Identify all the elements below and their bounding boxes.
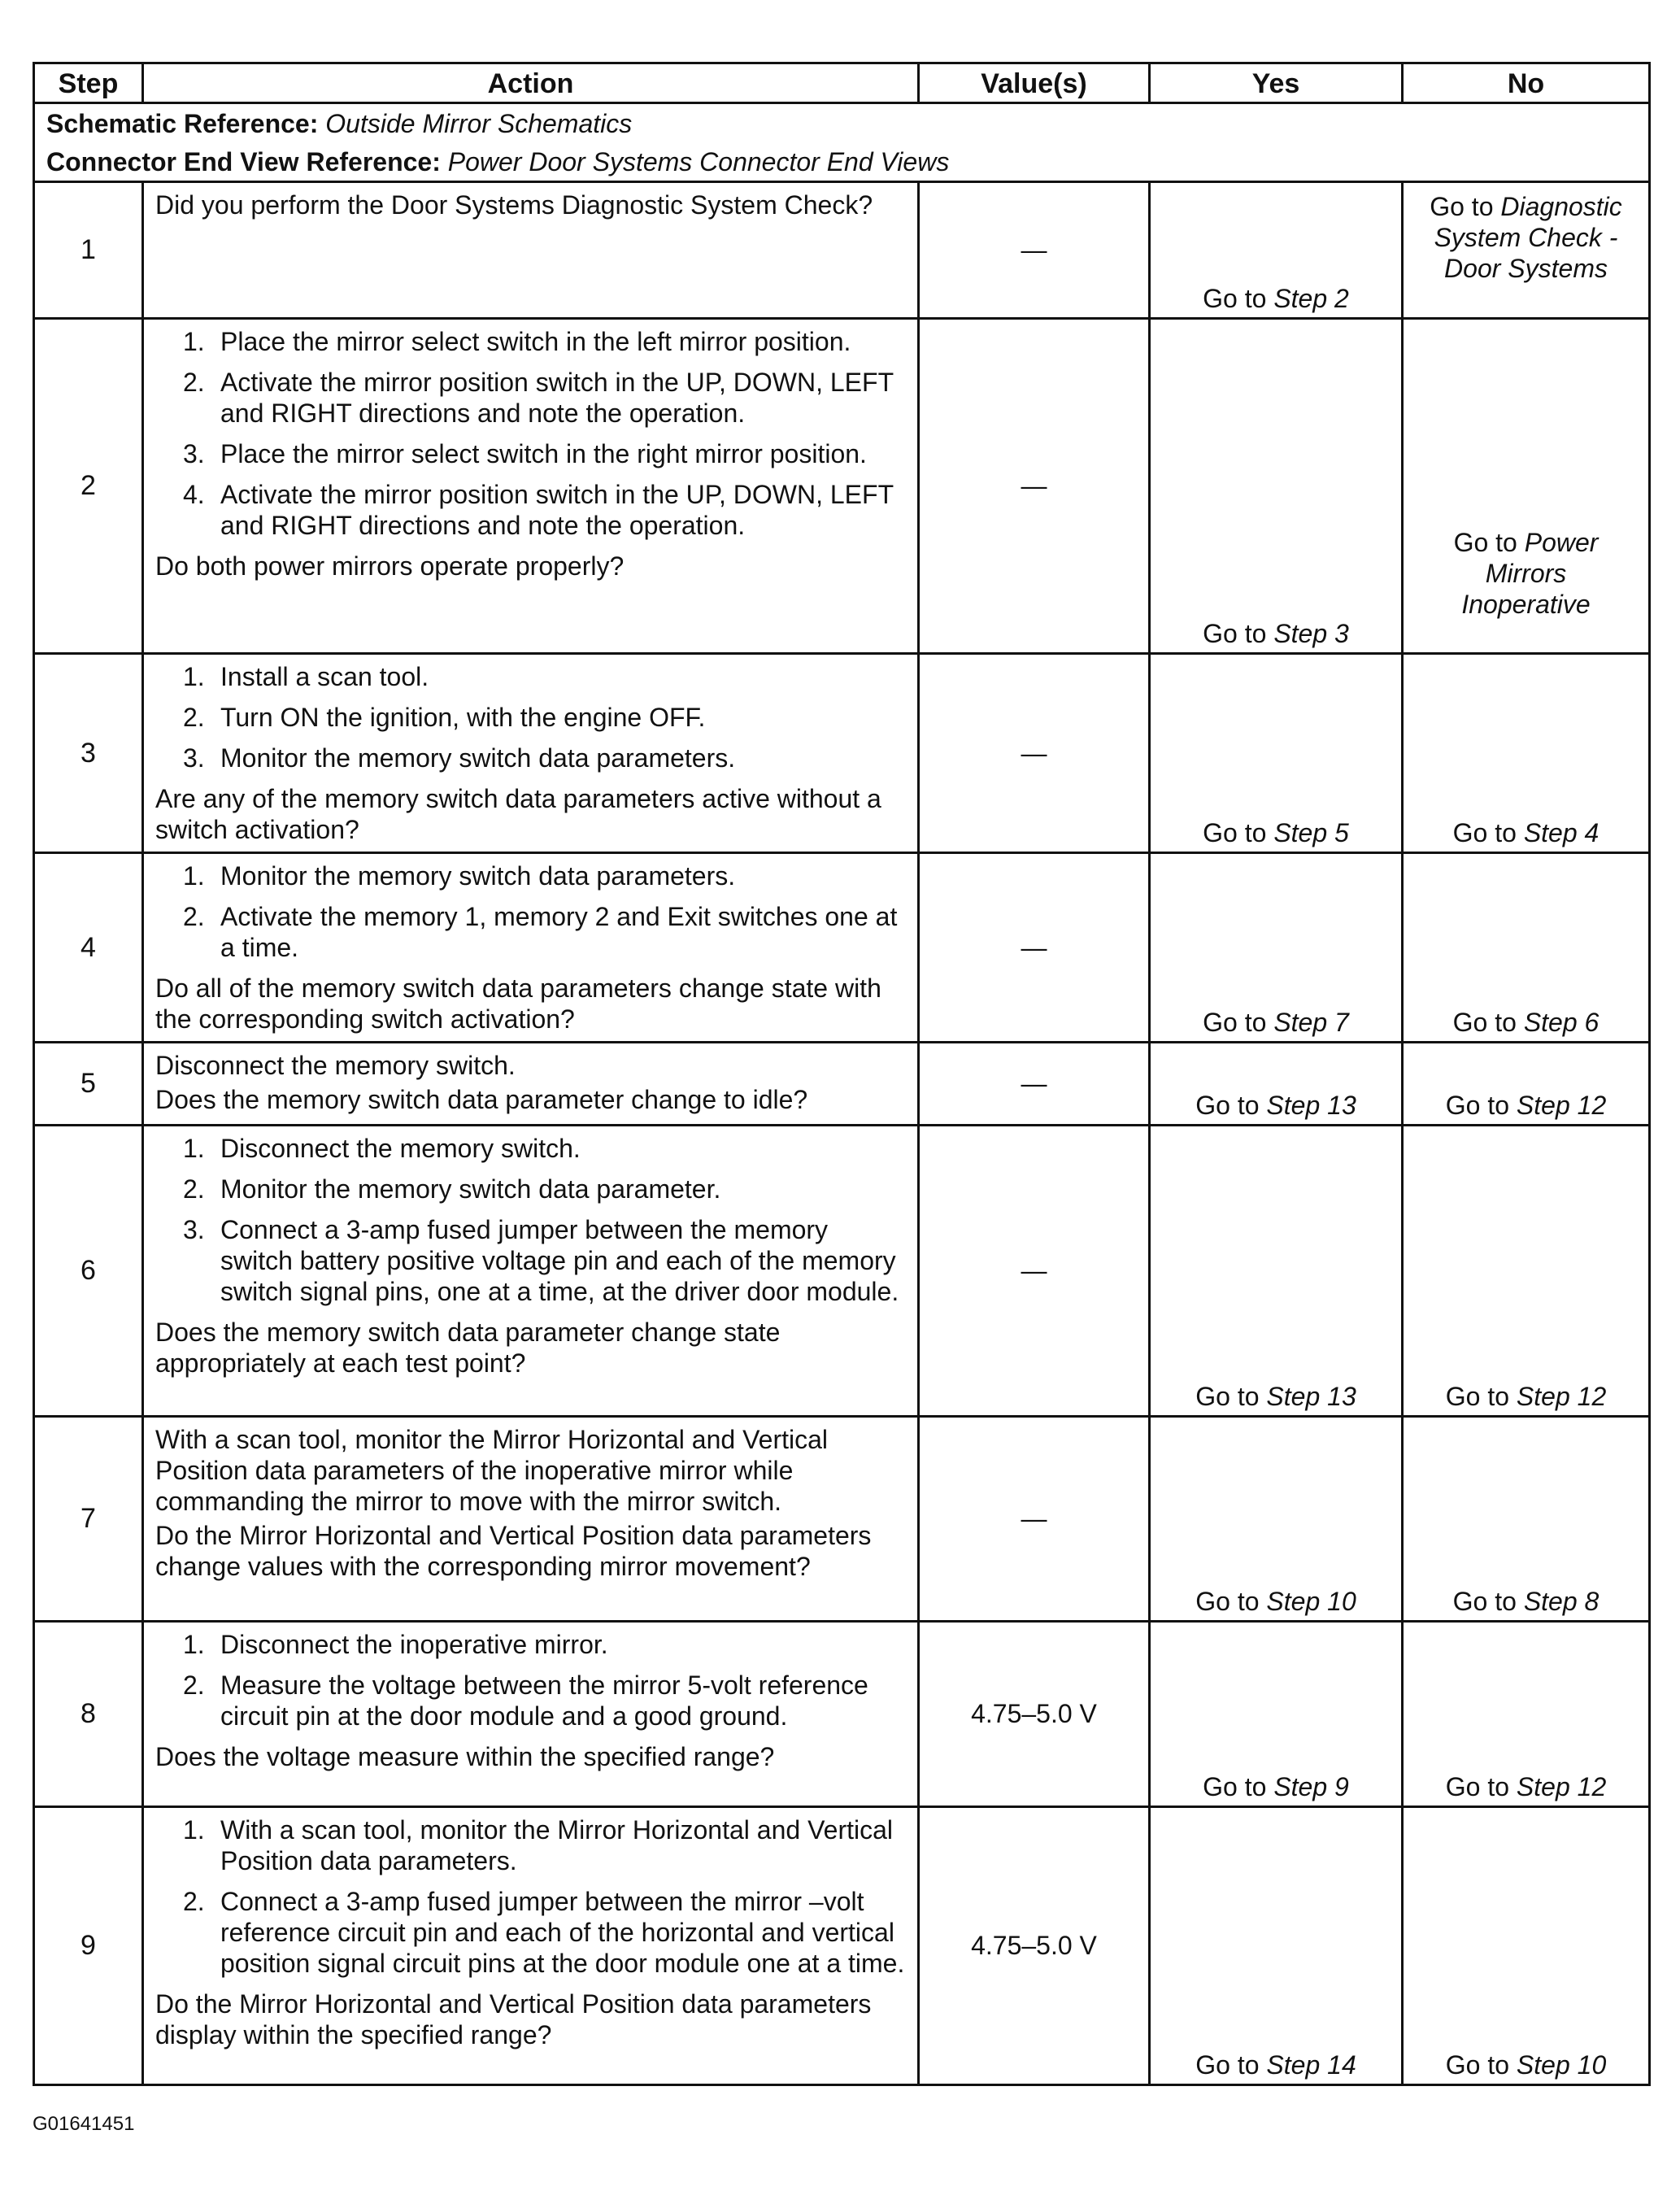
table-row	[34, 319, 1650, 654]
action-question: Does the voltage measure within the specified range?	[155, 1742, 775, 1771]
header-values: Value(s)	[919, 63, 1150, 103]
list-item-text: Connect a 3-amp fused jumper between the memory switch battery positive voltage pin and each of the memory switch signal pins, one at a time, at the driver door module.	[220, 1215, 899, 1306]
header-step: Step	[34, 63, 143, 103]
step-action	[143, 1622, 919, 1807]
action-list	[155, 661, 906, 773]
step-number: 9	[34, 1807, 143, 2085]
no-link[interactable]	[1404, 527, 1648, 620]
action-question: Are any of the memory switch data parameters active without a switch activation?	[155, 784, 881, 844]
step-value: —	[919, 654, 1150, 853]
list-item-number: 1.	[183, 1630, 205, 1659]
list-item-text: Activate the mirror position switch in the UP, DOWN, LEFT and RIGHT directions and note the operation.	[220, 480, 894, 540]
no-prefix: Go to	[1445, 1772, 1510, 1801]
action-list-item	[155, 367, 906, 429]
no-link[interactable]	[1404, 183, 1648, 284]
list-item-number: 1.	[183, 861, 205, 891]
action-question: Do the Mirror Horizontal and Vertical Position data parameters display within the specified range?	[155, 1989, 872, 2049]
step-value: 4.75–5.0 V	[919, 1807, 1150, 2085]
step-yes	[1150, 1807, 1403, 2085]
step-yes	[1150, 182, 1403, 319]
step-yes	[1150, 319, 1403, 654]
yes-prefix: Go to	[1195, 1091, 1260, 1120]
step-no	[1403, 853, 1650, 1043]
yes-link[interactable]	[1151, 1771, 1401, 1802]
step-no	[1403, 1417, 1650, 1622]
step-value: —	[919, 1417, 1150, 1622]
header-yes: Yes	[1150, 63, 1403, 103]
list-item-number: 4.	[183, 480, 205, 509]
list-item-number: 3.	[183, 1215, 205, 1244]
step-number: 7	[34, 1417, 143, 1622]
no-prefix: Go to	[1445, 1091, 1510, 1120]
yes-link[interactable]	[1151, 1090, 1401, 1121]
no-target: Step 12	[1516, 1772, 1607, 1801]
action-list	[155, 860, 906, 963]
connector-reference-label: Connector End View Reference:	[46, 147, 441, 176]
step-action	[143, 1807, 919, 2085]
yes-link[interactable]	[1151, 618, 1401, 649]
step-number: 1	[34, 182, 143, 319]
table-row	[34, 1807, 1650, 2085]
table-row	[34, 182, 1650, 319]
step-value: —	[919, 319, 1150, 654]
no-target: Step 4	[1523, 818, 1599, 847]
no-link[interactable]	[1404, 1771, 1648, 1802]
yes-prefix: Go to	[1195, 1382, 1260, 1411]
list-item-number: 1.	[183, 1134, 205, 1163]
no-target: Diagnostic System Check - Door Systems	[1434, 192, 1622, 283]
list-item-number: 2.	[183, 902, 205, 931]
action-list	[155, 326, 906, 541]
no-target: Step 10	[1516, 2050, 1607, 2080]
list-item-number: 2.	[183, 1887, 205, 1916]
step-action	[143, 182, 919, 319]
list-item-number: 1.	[183, 662, 205, 691]
action-text: Disconnect the memory switch.	[155, 1051, 516, 1080]
list-item-text: Disconnect the memory switch.	[220, 1134, 581, 1163]
yes-link[interactable]	[1151, 2049, 1401, 2080]
no-link[interactable]	[1404, 1586, 1648, 1617]
yes-prefix: Go to	[1195, 1587, 1260, 1616]
yes-target: Step 3	[1273, 619, 1349, 648]
action-list	[155, 1629, 906, 1731]
yes-target: Step 2	[1273, 284, 1349, 313]
action-text: With a scan tool, monitor the Mirror Horizontal and Vertical Position data parameters of the inoperative mirror while commanding the mirror to move with the mirror switch.	[155, 1425, 828, 1516]
schematic-reference-value: Outside Mirror Schematics	[325, 109, 633, 138]
step-action	[143, 853, 919, 1043]
list-item-number: 2.	[183, 703, 205, 732]
action-list	[155, 1133, 906, 1307]
no-link[interactable]	[1404, 1090, 1648, 1121]
step-yes	[1150, 1417, 1403, 1622]
list-item-text: Place the mirror select switch in the right mirror position.	[220, 439, 867, 468]
step-yes	[1150, 1126, 1403, 1417]
yes-target: Step 9	[1273, 1772, 1349, 1801]
action-list-item	[155, 1670, 906, 1731]
schematic-reference-row	[34, 103, 1650, 143]
yes-link[interactable]	[1151, 283, 1401, 314]
step-value: —	[919, 1126, 1150, 1417]
list-item-number: 2.	[183, 1174, 205, 1204]
connector-reference-value: Power Door Systems Connector End Views	[447, 147, 950, 176]
step-yes	[1150, 654, 1403, 853]
no-prefix: Go to	[1453, 528, 1517, 557]
no-target: Step 6	[1523, 1008, 1599, 1037]
action-question: Does the memory switch data parameter change to idle?	[155, 1085, 808, 1114]
step-value: —	[919, 182, 1150, 319]
list-item-text: Place the mirror select switch in the left mirror position.	[220, 327, 851, 356]
table-row	[34, 1417, 1650, 1622]
table-row	[34, 1043, 1650, 1126]
action-list-item	[155, 1629, 906, 1660]
no-prefix: Go to	[1445, 2050, 1510, 2080]
no-prefix: Go to	[1430, 192, 1494, 221]
action-question: Do the Mirror Horizontal and Vertical Position data parameters change values with the corresponding mirror movement?	[155, 1521, 872, 1581]
action-text: Did you perform the Door Systems Diagnostic System Check?	[155, 190, 873, 220]
step-number: 6	[34, 1126, 143, 1417]
step-number: 2	[34, 319, 143, 654]
no-prefix: Go to	[1452, 818, 1517, 847]
yes-link[interactable]	[1151, 817, 1401, 848]
action-list-item	[155, 1886, 906, 1979]
table-row	[34, 1126, 1650, 1417]
action-list-item	[155, 702, 906, 733]
list-item-number: 2.	[183, 368, 205, 397]
no-target: Step 12	[1516, 1382, 1607, 1411]
step-action	[143, 319, 919, 654]
yes-prefix: Go to	[1203, 284, 1267, 313]
action-list-item	[155, 438, 906, 469]
list-item-number: 3.	[183, 743, 205, 773]
step-no	[1403, 1622, 1650, 1807]
step-action	[143, 1417, 919, 1622]
step-action	[143, 1043, 919, 1126]
step-no	[1403, 1126, 1650, 1417]
list-item-text: Monitor the memory switch data parameter.	[220, 1174, 721, 1204]
header-row	[34, 63, 1650, 103]
step-no	[1403, 1043, 1650, 1126]
figure-code: G01641451	[33, 2113, 135, 2135]
step-action	[143, 654, 919, 853]
step-yes	[1150, 1043, 1403, 1126]
no-prefix: Go to	[1452, 1587, 1517, 1616]
yes-target: Step 13	[1266, 1382, 1356, 1411]
action-list	[155, 1814, 906, 1979]
yes-link[interactable]	[1151, 1586, 1401, 1617]
yes-target: Step 7	[1273, 1008, 1349, 1037]
no-target: Power Mirrors Inoperative	[1461, 528, 1599, 619]
step-number: 5	[34, 1043, 143, 1126]
step-no	[1403, 654, 1650, 853]
list-item-text: With a scan tool, monitor the Mirror Horizontal and Vertical Position data parameters.	[220, 1815, 893, 1875]
yes-prefix: Go to	[1203, 619, 1267, 648]
yes-link[interactable]	[1151, 1381, 1401, 1412]
list-item-text: Measure the voltage between the mirror 5-volt reference circuit pin at the door module and a good ground.	[220, 1670, 868, 1731]
diagnostic-table	[33, 62, 1651, 2086]
action-list-item	[155, 743, 906, 773]
action-list-item	[155, 901, 906, 963]
yes-target: Step 13	[1266, 1091, 1356, 1120]
list-item-text: Activate the mirror position switch in the UP, DOWN, LEFT and RIGHT directions and note the operation.	[220, 368, 894, 428]
list-item-number: 1.	[183, 1815, 205, 1845]
list-item-text: Install a scan tool.	[220, 662, 429, 691]
no-link[interactable]	[1404, 2049, 1648, 2080]
table-row	[34, 853, 1650, 1043]
step-yes	[1150, 1622, 1403, 1807]
list-item-number: 2.	[183, 1670, 205, 1700]
no-link[interactable]	[1404, 1381, 1648, 1412]
list-item-text: Monitor the memory switch data parameters.	[220, 861, 736, 891]
list-item-text: Connect a 3-amp fused jumper between the mirror –volt reference circuit pin and each of the horizontal and vertical position signal circuit pins at the door module one at a time.	[220, 1887, 905, 1978]
yes-link[interactable]	[1151, 1007, 1401, 1038]
yes-prefix: Go to	[1203, 1008, 1267, 1037]
diagnostic-table-sheet	[33, 62, 1648, 2086]
action-question: Does the memory switch data parameter change state appropriately at each test point?	[155, 1318, 781, 1378]
yes-target: Step 10	[1266, 1587, 1356, 1616]
step-action	[143, 1126, 919, 1417]
list-item-text: Activate the memory 1, memory 2 and Exit switches one at a time.	[220, 902, 898, 962]
action-list-item	[155, 860, 906, 891]
list-item-number: 3.	[183, 439, 205, 468]
connector-reference-row	[34, 142, 1650, 182]
header-action: Action	[143, 63, 919, 103]
no-prefix: Go to	[1452, 1008, 1517, 1037]
yes-target: Step 5	[1273, 818, 1349, 847]
step-no	[1403, 1807, 1650, 2085]
yes-prefix: Go to	[1203, 1772, 1267, 1801]
yes-target: Step 14	[1266, 2050, 1356, 2080]
list-item-text: Monitor the memory switch data parameters.	[220, 743, 736, 773]
action-list-item	[155, 479, 906, 541]
no-link[interactable]	[1404, 817, 1648, 848]
action-list-item	[155, 1814, 906, 1876]
action-list-item	[155, 1133, 906, 1164]
step-yes	[1150, 853, 1403, 1043]
action-list-item	[155, 1174, 906, 1204]
table-row	[34, 1622, 1650, 1807]
step-no	[1403, 319, 1650, 654]
step-number: 4	[34, 853, 143, 1043]
schematic-reference-label: Schematic Reference:	[46, 109, 319, 138]
no-target: Step 12	[1516, 1091, 1607, 1120]
yes-prefix: Go to	[1195, 2050, 1260, 2080]
no-prefix: Go to	[1445, 1382, 1510, 1411]
step-value: 4.75–5.0 V	[919, 1622, 1150, 1807]
step-number: 8	[34, 1622, 143, 1807]
step-no	[1403, 182, 1650, 319]
list-item-number: 1.	[183, 327, 205, 356]
action-question: Do all of the memory switch data parameters change state with the corresponding switch activation?	[155, 974, 881, 1034]
header-no: No	[1403, 63, 1650, 103]
table-row	[34, 654, 1650, 853]
list-item-text: Disconnect the inoperative mirror.	[220, 1630, 608, 1659]
action-question: Do both power mirrors operate properly?	[155, 551, 625, 581]
no-target: Step 8	[1523, 1587, 1599, 1616]
step-value: —	[919, 853, 1150, 1043]
no-link[interactable]	[1404, 1007, 1648, 1038]
action-list-item	[155, 661, 906, 692]
action-list-item	[155, 1214, 906, 1307]
action-list-item	[155, 326, 906, 357]
step-value: —	[919, 1043, 1150, 1126]
list-item-text: Turn ON the ignition, with the engine OFF.	[220, 703, 706, 732]
yes-prefix: Go to	[1203, 818, 1267, 847]
step-number: 3	[34, 654, 143, 853]
